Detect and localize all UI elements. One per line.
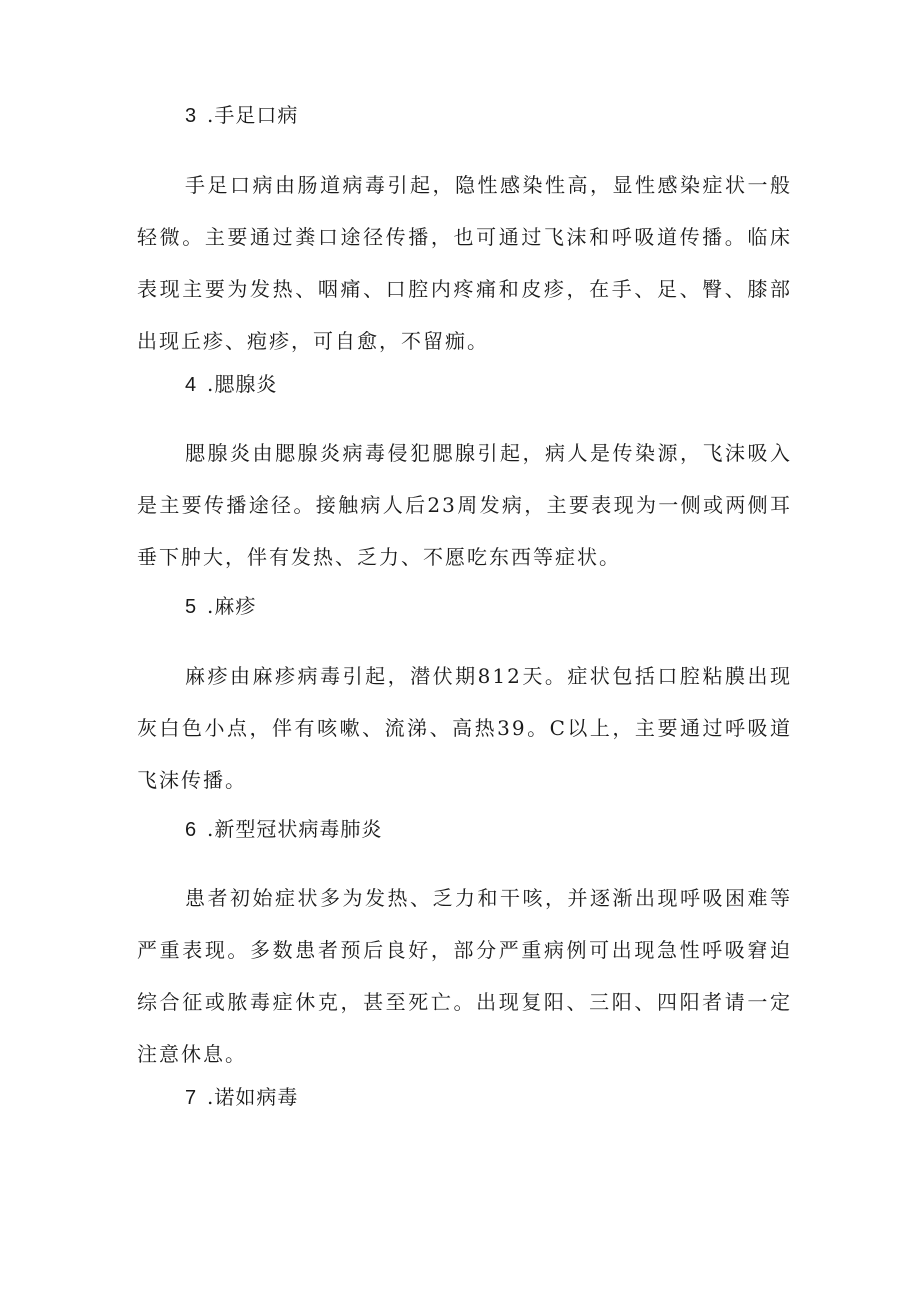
section-title: .新型冠状病毒肺炎 (207, 817, 383, 841)
section-number: 3 (185, 105, 198, 127)
section-number: 6 (185, 819, 198, 841)
section-body-mumps: 腮腺炎由腮腺炎病毒侵犯腮腺引起，病人是传染源，飞沫吸入是主要传播途径。接触病人后23周发病，主要表现为一侧或两侧耳垂下肿大，伴有发热、乏力、不愿吃东西等症状。 (137, 441, 792, 569)
section-title: .诺如病毒 (207, 1085, 299, 1109)
section-body-covid: 患者初始症状多为发热、乏力和干咳，并逐渐出现呼吸困难等严重表现。多数患者预后良好，部分严重病例可出现急性呼吸窘迫综合征或脓毒症休克，甚至死亡。出现复阳、三阳、四阳者请一定注意休息。 (137, 886, 792, 1066)
section-number: 5 (185, 596, 198, 618)
section-body-measles: 麻疹由麻疹病毒引起，潜伏期812天。症状包括口腔粘膜出现灰白色小点，伴有咳嗽、流涕、高热39。C以上，主要通过呼吸道飞沫传播。 (137, 664, 792, 792)
section-body-hfmd: 手足口病由肠道病毒引起，隐性感染性高，显性感染症状一般轻微。主要通过粪口途径传播，也可通过飞沫和呼吸道传播。临床表现主要为发热、咽痛、口腔内疼痛和皮疹，在手、足、臀、膝部出现丘疹、疱疹，可自愈，不留痂。 (137, 173, 792, 353)
section-heading-covid (185, 815, 382, 844)
section-number: 4 (185, 374, 198, 396)
section-title: .手足口病 (207, 103, 299, 127)
section-title: .腮腺炎 (207, 372, 278, 396)
section-heading-mumps (185, 370, 277, 399)
section-heading-hfmd (185, 101, 298, 130)
section-heading-measles (185, 592, 256, 621)
section-heading-norovirus (185, 1083, 298, 1112)
section-title: .麻疹 (207, 594, 257, 618)
section-number: 7 (185, 1087, 198, 1109)
